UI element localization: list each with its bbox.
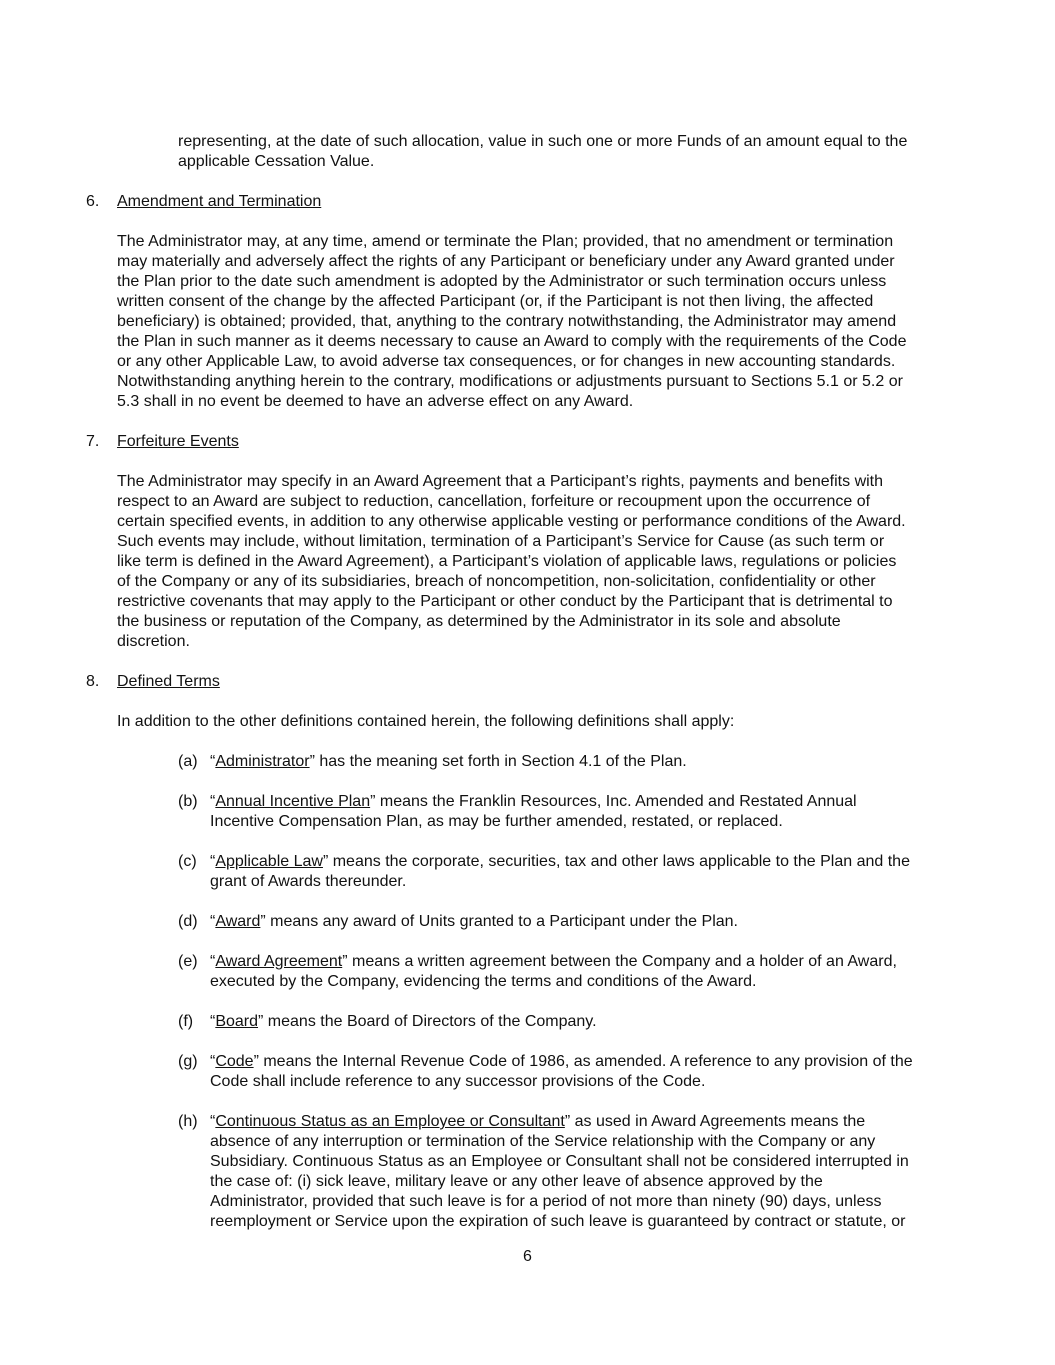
definition-first-line <box>178 912 1055 932</box>
definition-text: ” means any award of Units granted to a Participant under the Plan. <box>260 913 738 930</box>
text-line: Administrator, provided that such leave is for a period of not more than ninety (90) days, unless <box>210 1193 882 1210</box>
text-line: Notwithstanding anything herein to the contrary, modifications or adjustments pursuant to Sections 5.1 or 5.2 or <box>117 373 903 390</box>
text-line: applicable Cessation Value. <box>178 153 375 170</box>
section-number: 8. <box>86 673 100 690</box>
definition-label: (e) <box>178 953 198 970</box>
section-title: Forfeiture Events <box>117 433 239 450</box>
open-quote: “ <box>210 1013 216 1030</box>
definition-first-line <box>178 952 1055 972</box>
open-quote: “ <box>210 953 216 970</box>
text-line: grant of Awards thereunder. <box>210 873 407 890</box>
text-line: 5.3 shall in no event be deemed to have an adverse effect on any Award. <box>117 393 634 410</box>
text-line: the Plan in such manner as it deems necessary to cause an Award to comply with the requirements of the Code <box>117 333 907 350</box>
definition-text: ” means the Franklin Resources, Inc. Amended and Restated Annual <box>370 793 857 810</box>
definition-label: (f) <box>178 1013 194 1030</box>
text-line: the Plan prior to the date such amendment is adopted by the Administrator or such termination occurs unless <box>117 273 887 290</box>
definition-text: ” means the Board of Directors of the Company. <box>258 1013 597 1030</box>
text-line: certain specified events, in addition to any otherwise applicable vesting or performance conditions of the Award. <box>117 513 906 530</box>
text-line: restrictive covenants that may apply to the Participant or other conduct by the Participant that is detrimental to <box>117 593 893 610</box>
section-title: Amendment and Termination <box>117 193 322 210</box>
text-line: Code shall include reference to any successor provisions of the Code. <box>210 1073 706 1090</box>
defined-term: Applicable Law <box>215 853 323 870</box>
text-line: reemployment or Service upon the expiration of such leave is guaranteed by contract or statute, or <box>210 1213 906 1230</box>
open-quote: “ <box>210 913 216 930</box>
definition-label: (h) <box>178 1113 198 1130</box>
intro-paragraph <box>0 132 1055 172</box>
open-quote: “ <box>210 753 216 770</box>
text-line: Incentive Compensation Plan, as may be further amended, restated, or replaced. <box>210 813 783 830</box>
defined-term: Board <box>215 1013 259 1030</box>
section-body <box>0 712 1055 732</box>
defined-term: Award <box>215 913 261 930</box>
defined-term: Continuous Status as an Employee or Consultant <box>215 1113 565 1130</box>
text-line: beneficiary) is obtained; provided, that, anything to the contrary notwithstanding, the Administrator may amend <box>117 313 897 330</box>
definition-text: ” means a written agreement between the Company and a holder of an Award, <box>342 953 897 970</box>
definition-text: ” means the corporate, securities, tax and other laws applicable to the Plan and the <box>322 853 910 870</box>
definition-first-line <box>178 852 1055 872</box>
text-line: The Administrator may, at any time, amend or terminate the Plan; provided, that no amendment or termination <box>117 233 894 250</box>
text-line: Such events may include, without limitation, termination of a Participant’s Service for Cause (as such term or <box>117 533 885 550</box>
text-line: may materially and adversely affect the rights of any Participant or beneficiary under any Award granted under <box>117 253 895 270</box>
text-line: or any other Applicable Law, to avoid adverse tax consequences, or for changes in new accounting standards. <box>117 353 896 370</box>
defined-term: Administrator <box>215 753 310 770</box>
definition-item <box>0 1052 1055 1092</box>
defined-term: Code <box>215 1053 254 1070</box>
definition-text: ” as used in Award Agreements means the <box>564 1113 866 1130</box>
text-line: Subsidiary. Continuous Status as an Employee or Consultant shall not be considered interrupted in <box>210 1153 909 1170</box>
definition-item <box>0 912 1055 932</box>
section-body <box>0 232 1055 412</box>
definition-label: (g) <box>178 1053 198 1070</box>
text-line: In addition to the other definitions contained herein, the following definitions shall apply: <box>117 713 735 730</box>
section-heading <box>0 192 1055 212</box>
section-number: 7. <box>86 433 100 450</box>
page-number: 6 <box>523 1248 532 1265</box>
defined-term: Award Agreement <box>215 953 343 970</box>
open-quote: “ <box>210 1053 216 1070</box>
document-page <box>0 132 1055 1252</box>
text-line: the business or reputation of the Company, as determined by the Administrator in its sole and absolute <box>117 613 841 630</box>
open-quote: “ <box>210 853 216 870</box>
text-line: executed by the Company, evidencing the terms and conditions of the Award. <box>210 973 757 990</box>
definition-first-line <box>178 1012 1055 1032</box>
open-quote: “ <box>210 793 216 810</box>
text-line: of the Company or any of its subsidiaries, breach of noncompetition, non-solicitation, confidentiality or other <box>117 573 876 590</box>
definition-label: (b) <box>178 793 198 810</box>
definition-label: (a) <box>178 753 198 770</box>
definition-item <box>0 1112 1055 1232</box>
definition-first-line <box>178 1052 1055 1072</box>
section-heading <box>0 672 1055 692</box>
text-line: discretion. <box>117 633 190 650</box>
definition-item <box>0 752 1055 772</box>
text-line: written consent of the change by the affected Participant (or, if the Participant is not then living, the affected <box>117 293 874 310</box>
definition-text: ” means the Internal Revenue Code of 1986, as amended. A reference to any provision of the <box>253 1053 913 1070</box>
definition-first-line <box>178 1112 1055 1132</box>
section-heading <box>0 432 1055 452</box>
definition-text: ” has the meaning set forth in Section 4.1 of the Plan. <box>309 753 687 770</box>
definition-item <box>0 952 1055 992</box>
text-line: respect to an Award are subject to reduction, cancellation, forfeiture or recoupment upon the occurrence of <box>117 493 871 510</box>
section-title: Defined Terms <box>117 673 220 690</box>
definition-item <box>0 1012 1055 1032</box>
text-line: the case of: (i) sick leave, military leave or any other leave of absence approved by the <box>210 1173 823 1190</box>
defined-term: Annual Incentive Plan <box>215 793 371 810</box>
text-line: absence of any interruption or termination of the Service relationship with the Company or any <box>210 1133 876 1150</box>
definition-label: (c) <box>178 853 197 870</box>
open-quote: “ <box>210 1113 216 1130</box>
section-body <box>0 472 1055 652</box>
definition-label: (d) <box>178 913 198 930</box>
text-line: representing, at the date of such allocation, value in such one or more Funds of an amount equal to the <box>178 133 908 150</box>
definition-first-line <box>178 792 1055 812</box>
section-number: 6. <box>86 193 100 210</box>
text-line: like term is defined in the Award Agreement), a Participant’s violation of applicable laws, regulations or policies <box>117 553 897 570</box>
text-line: The Administrator may specify in an Award Agreement that a Participant’s rights, payments and benefits with <box>117 473 884 490</box>
definition-item <box>0 792 1055 832</box>
definition-first-line <box>178 752 1055 772</box>
definition-item <box>0 852 1055 892</box>
